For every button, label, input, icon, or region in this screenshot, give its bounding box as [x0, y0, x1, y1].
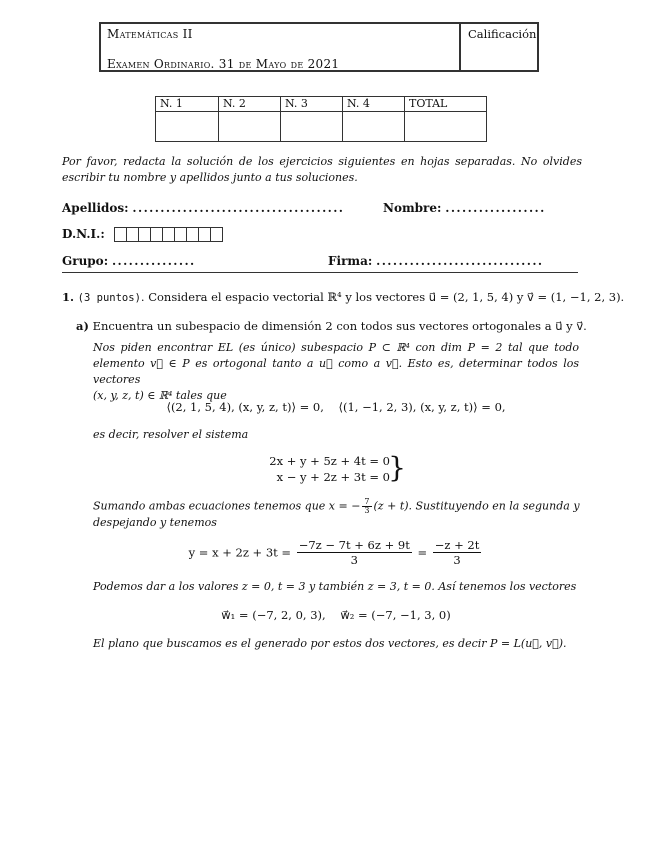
- dni-boxes: [115, 227, 223, 242]
- problem-text: . Considera el espacio vectorial ℝ⁴ y los vectores u⃗ = (2, 1, 5, 4) y v⃗ = (1, −1, 2, 3).: [140, 290, 625, 304]
- equation-inner-products: ⟨(2, 1, 5, 4), (x, y, z, t)⟩ = 0, ⟨(1, −1, 2, 3), (x, y, z, t)⟩ = 0,: [166, 400, 506, 414]
- solution-text: (z + t). Sustituyendo en la segunda y: [373, 499, 580, 513]
- solution-line: (x, y, z, t) ∈ ℝ⁴ tales que: [93, 389, 227, 402]
- system-line-1: 2x + y + 5z + 4t = 0: [269, 454, 390, 468]
- system-line-2: x − y + 2z + 3t = 0: [276, 470, 390, 484]
- solution-paragraph-3: [93, 498, 579, 531]
- score-col-total: TOTAL: [405, 97, 487, 112]
- solution-paragraph-5: El plano que buscamos es el generado por estos dos vectores, es decir P = L(u⃗, v⃗).: [93, 637, 567, 650]
- group-dots: ...............: [111, 254, 196, 268]
- score-col-4: N. 4: [343, 97, 405, 112]
- exam-header: [99, 22, 539, 72]
- score-cell: [219, 112, 281, 142]
- exam-title: Examen Ordinario. 31 de Mayo de 2021: [107, 57, 340, 71]
- header-info: [101, 24, 461, 70]
- equation-y: [93, 538, 579, 567]
- surname-field: [62, 201, 344, 215]
- fraction-seven-thirds: [362, 498, 371, 515]
- fraction-denominator: 3: [364, 506, 370, 515]
- equation-y-left: y = x + 2z + 3t =: [188, 545, 292, 560]
- solution-line: elemento v⃗ ∈ P es ortogonal tanto a u⃗ como a v⃗. Esto es, determinar todos los vectores: [93, 357, 579, 386]
- solution-line: despejando y tenemos: [93, 516, 217, 529]
- dni-box: [210, 227, 223, 242]
- fraction-numerator: 7: [364, 497, 370, 506]
- score-col-3: N. 3: [281, 97, 343, 112]
- fraction-2: [433, 538, 482, 567]
- grade-label: Calificación: [468, 27, 537, 41]
- dni-field: [62, 227, 223, 242]
- solution-text: Sumando ambas ecuaciones tenemos que x = −: [93, 499, 361, 513]
- problem-points: (3 puntos): [77, 292, 141, 304]
- signature-field: [328, 254, 543, 268]
- problem-number: 1.: [62, 290, 75, 304]
- score-cell: [343, 112, 405, 142]
- group-field: [62, 254, 196, 268]
- subject-title: Matemáticas II: [107, 27, 193, 41]
- fraction-numerator: −7z − 7t + 6z + 9t: [298, 538, 410, 552]
- instructions: Por favor, redacta la solución de los ejercicios siguientes en hojas separadas. No olvides escribir tu nombre y apellidos junto a tus soluciones.: [62, 155, 582, 184]
- equation-system: [270, 452, 410, 492]
- name-field: [383, 201, 546, 215]
- score-table: [155, 96, 487, 142]
- problem-1-statement: [62, 290, 624, 304]
- system-brace: }: [388, 451, 406, 484]
- score-cell: [156, 112, 219, 142]
- solution-paragraph-4: Podemos dar a los valores z = 0, t = 3 y también z = 3, t = 0. Así tenemos los vectores: [93, 580, 577, 593]
- surname-label: Apellidos:: [62, 201, 129, 215]
- fraction-denominator: 3: [453, 553, 461, 567]
- divider: [62, 272, 578, 273]
- solution-paragraph-2: es decir, resolver el sistema: [93, 428, 249, 441]
- solution-line: Nos piden encontrar EL (es único) subespacio P ⊂ ℝ⁴ con dim P = 2 tal que todo: [93, 341, 579, 354]
- signature-dots: ..............................: [376, 254, 544, 268]
- fraction-numerator: −z + 2t: [434, 538, 480, 552]
- name-dots: ..................: [445, 201, 546, 215]
- fraction-denominator: 3: [350, 553, 358, 567]
- score-cell: [405, 112, 487, 142]
- surname-dots: ......................................: [132, 201, 345, 215]
- equation-vectors: w⃗₁ = (−7, 2, 0, 3), w⃗₂ = (−7, −1, 3, 0): [221, 608, 451, 622]
- dni-label: D.N.I.:: [62, 227, 105, 241]
- score-cell: [281, 112, 343, 142]
- fraction-1: [297, 538, 412, 567]
- name-label: Nombre:: [383, 201, 442, 215]
- part-a-text: Encuentra un subespacio de dimensión 2 con todos sus vectores ortogonales a u⃗ y v⃗.: [92, 319, 587, 333]
- score-col-2: N. 2: [219, 97, 281, 112]
- group-label: Grupo:: [62, 254, 109, 268]
- part-a: [76, 319, 587, 333]
- part-a-label: a): [76, 319, 89, 333]
- score-col-1: N. 1: [156, 97, 219, 112]
- equals-sign: =: [417, 545, 428, 560]
- solution-paragraph-1: [93, 340, 579, 404]
- signature-label: Firma:: [328, 254, 373, 268]
